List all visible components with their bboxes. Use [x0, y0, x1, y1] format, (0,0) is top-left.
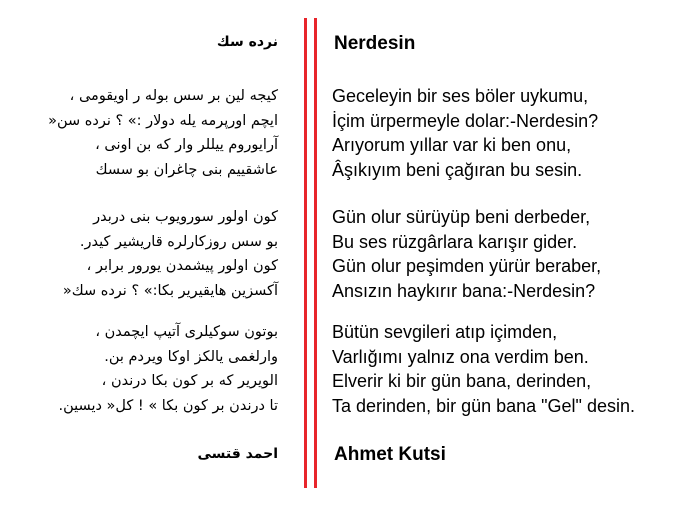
ottoman-verse-line: آرايوروم ييللر وار كه بن اونى ، [95, 137, 278, 153]
ottoman-stanza-2 [63, 205, 278, 303]
turkish-verse-line: Geceleyin bir ses böler uykumu, [332, 86, 589, 106]
ottoman-verse-line: وارلغمى يالكز اوكا ويردم بن. [104, 348, 278, 365]
ottoman-verse-line: بوتون سوكيلرى آتيپ ايچمدن ، [95, 324, 278, 340]
ottoman-verse-line: كون اولور پيشمدن يورور برابر ، [86, 258, 278, 274]
turkish-author-name: Ahmet Kutsi [334, 444, 446, 465]
turkish-verse-line: Elverir ki bir gün bana, derinden, [332, 371, 592, 391]
turkish-verse-line: Varlığımı yalnız ona verdim ben. [332, 346, 589, 367]
ottoman-verse-line: كيجه لين بر سس بوله ر اويقومى ، [69, 88, 278, 104]
turkish-verse-line: Âşıkıyım beni çağıran bu sesin. [332, 159, 583, 180]
turkish-verse-line: Arıyorum yıllar var ki ben onu, [332, 135, 572, 155]
ottoman-verse-line: الويرير كه بر كون بكا درندن ، [101, 373, 278, 389]
turkish-verse-line: Gün olur sürüyüp beni derbeder, [332, 207, 591, 227]
ottoman-verse-line: عاشقييم بنى چاغران بو سسك [95, 161, 278, 178]
turkish-stanza-3 [332, 320, 635, 418]
ottoman-stanza-1 [48, 84, 278, 182]
turkish-verse-line: Ta derinden, bir gün bana "Gel" desin. [332, 395, 635, 416]
turkish-verse-line: İçim ürpermeyle dolar:-Nerdesin? [332, 110, 599, 131]
turkish-verse-line: Ansızın haykırır bana:-Nerdesin? [332, 280, 596, 301]
divider-rule-right [314, 18, 317, 488]
turkish-stanza-2 [332, 205, 601, 303]
ottoman-verse-line: بو سس روزكارلره قاريشير كيدر. [79, 233, 278, 250]
ottoman-verse-line: تا درندن بر كون بكا » ! كل« ديسين. [58, 397, 278, 414]
turkish-poem-title: Nerdesin [334, 33, 416, 54]
divider-rule-left [304, 18, 307, 488]
ottoman-author-name: احمد قتسى [197, 446, 278, 462]
ottoman-stanza-3 [58, 320, 278, 418]
ottoman-verse-line: آكسزين هايقيرير بكا:» ؟ نرده سك« [62, 282, 278, 299]
ottoman-verse-line: كون اولور سورويوب بنى دربدر [93, 209, 278, 225]
turkish-stanza-1 [332, 84, 598, 182]
turkish-verse-line: Bu ses rüzgârlara karışır gider. [332, 231, 578, 252]
turkish-verse-line: Bütün sevgileri atıp içimden, [332, 322, 558, 342]
ottoman-poem-title: نرده سك [216, 34, 278, 50]
ottoman-verse-line: ايچم اورپرمه يله دولار :» ؟ نرده سن« [48, 112, 278, 129]
turkish-verse-line: Gün olur peşimden yürür beraber, [332, 256, 602, 276]
